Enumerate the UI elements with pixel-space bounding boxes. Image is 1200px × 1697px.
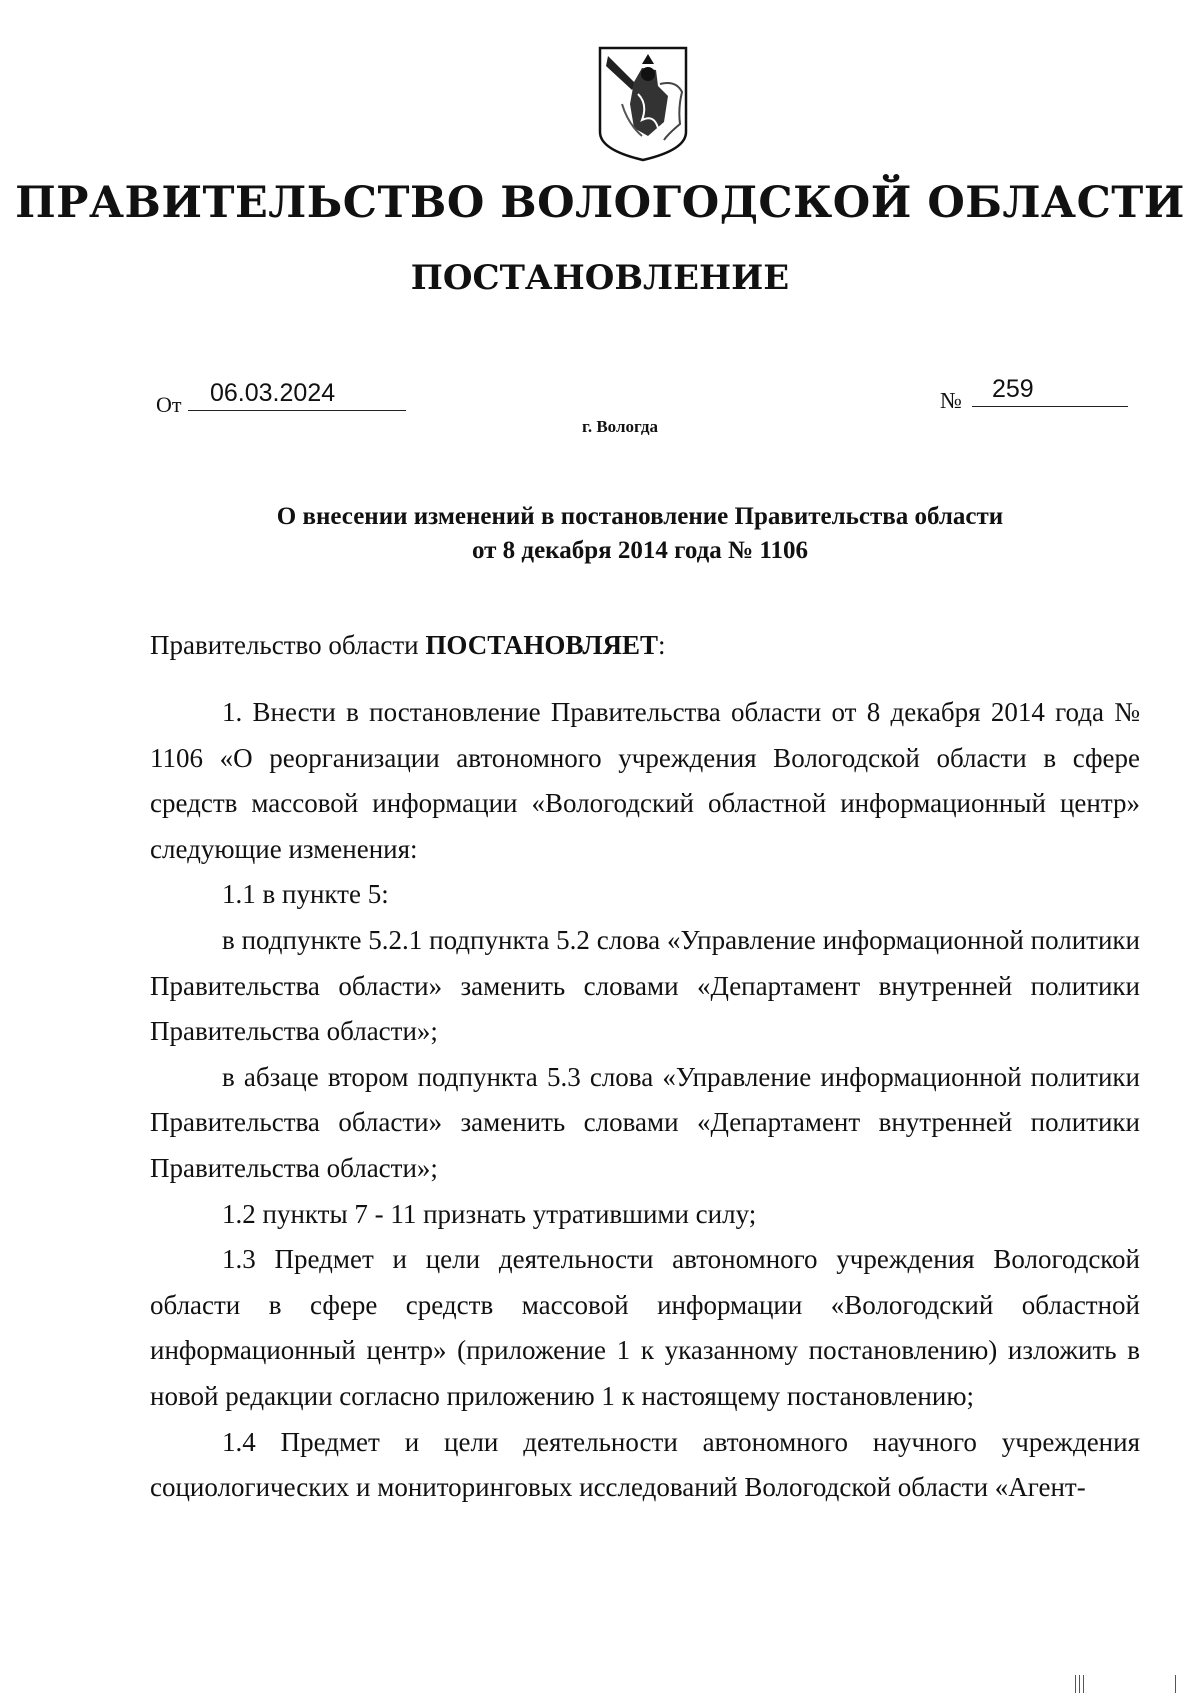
paragraph-1-4: 1.4 Предмет и цели деятельности автономного научного учреждения социологических и мониторинговых исследований Вологодской области «Агент-: [150, 1426, 1140, 1503]
subject-line-1: О внесении изменений в постановление Правительства области: [276, 503, 1004, 530]
preamble-tail: :: [657, 630, 666, 660]
coat-of-arms-emblem: [598, 44, 688, 162]
paragraph-1-1: 1.1 в пункте 5:: [222, 879, 389, 910]
document-type-title: ПОСТАНОВЛЕНИЕ: [410, 258, 790, 298]
preamble-emphasis: ПОСТАНОВЛЯЕТ: [425, 630, 658, 660]
scan-artifact: [1083, 1675, 1084, 1693]
preamble-text: Правительство области: [150, 630, 426, 660]
date-label: От: [156, 392, 182, 417]
scan-artifact: [1075, 1675, 1076, 1693]
subject-line-2: от 8 декабря 2014 года № 1106: [471, 537, 809, 564]
preamble: [150, 630, 666, 661]
paragraph-5-2-1: в подпункте 5.2.1 подпункта 5.2 слова «Управление информационной политики Правительства области» заменить словами «Департамент внутренней политики Правительства области»;: [150, 924, 1140, 1047]
issue-city: г. Вологда: [582, 417, 658, 436]
document-date: 06.03.2024: [188, 376, 406, 411]
document-body: [150, 690, 1140, 1511]
document-subject: [150, 500, 1130, 568]
scan-artifact: [1175, 1675, 1176, 1693]
scan-artifact: [1079, 1675, 1080, 1693]
number-label: №: [940, 388, 962, 413]
paragraph-1-3: 1.3 Предмет и цели деятельности автономного учреждения Вологодской области в сфере средств массовой информации «Вологодский областной информационный центр» (приложение 1 к указанному постановлению) изложить в новой редакции согласно приложению 1 к настоящему постановлению;: [150, 1244, 1140, 1411]
paragraph-1-2: 1.2 пункты 7 - 11 признать утратившими силу;: [222, 1198, 757, 1229]
paragraph-5-3: в абзаце втором подпункта 5.3 слова «Управление информационной политики Правительства области» заменить словами «Департамент внутренней политики Правительства области»;: [150, 1061, 1140, 1183]
paragraph-1: 1. Внести в постановление Правительства области от 8 декабря 2014 года № 1106 «О реорганизации автономного учреждения Вологодской области в сфере средств массовой информации «Вологодский областной информационный центр» следующие изменения:: [150, 697, 1140, 864]
organization-title: ПРАВИТЕЛЬСТВО ВОЛОГОДСКОЙ ОБЛАСТИ: [15, 178, 1185, 228]
document-number: 259: [972, 372, 1128, 407]
